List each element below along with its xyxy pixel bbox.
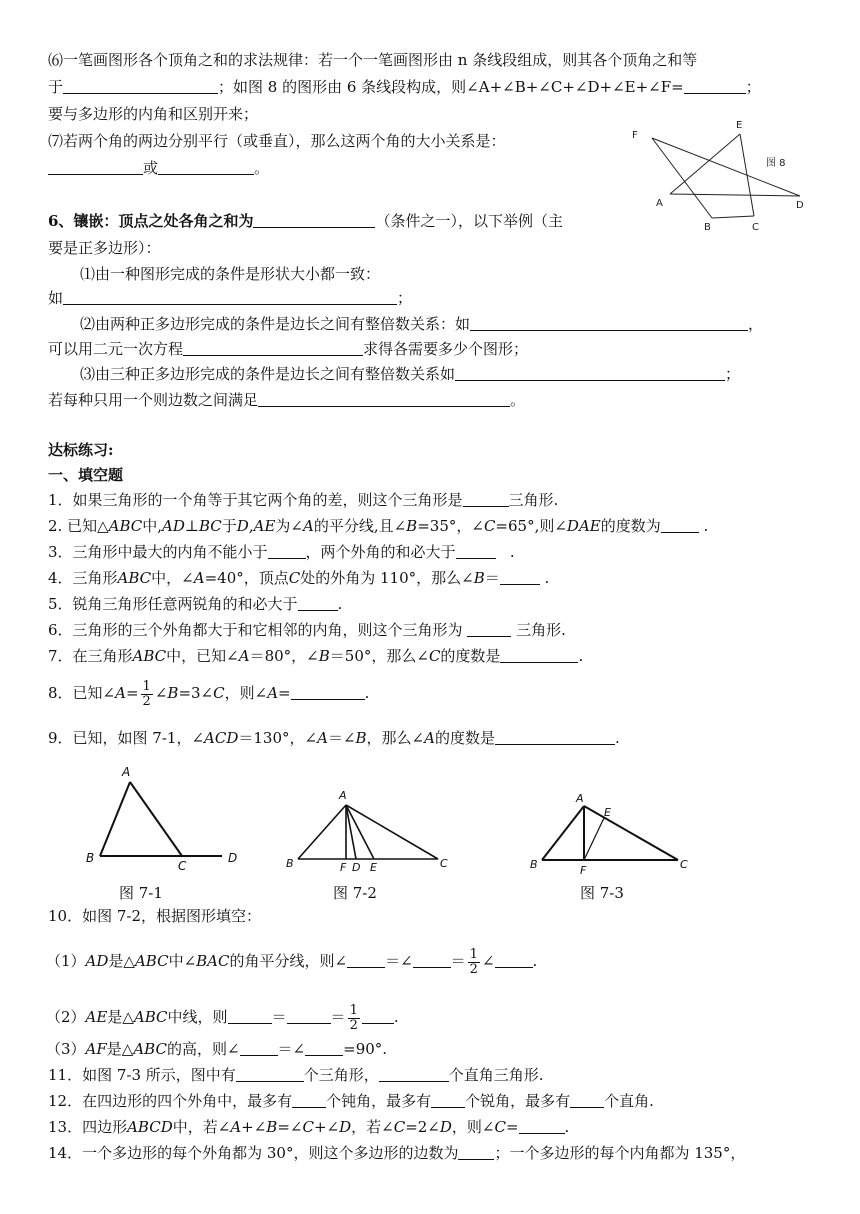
figure-7-2-caption: 图 7-2 [333, 884, 377, 902]
blank[interactable] [455, 365, 725, 381]
f1-side-AB [100, 782, 130, 856]
fig8-segment [740, 134, 754, 216]
blank[interactable] [268, 543, 306, 559]
question-10-part-1: （1）AD是△ABC中∠BAC的角平分线，则∠ ＝∠ ＝ $\frac{1}{2}$ ∠ . [46, 946, 538, 977]
f1-label-D: D [228, 851, 238, 865]
question-13: 13．四边形ABCD中，若∠A+∠B=∠C+∠D，若∠C=2∠D，则∠C= . [48, 1118, 570, 1136]
blank[interactable] [258, 391, 510, 407]
figure-7-1-caption: 图 7-1 [119, 884, 163, 902]
fig8-segment [712, 216, 754, 218]
blank[interactable] [48, 159, 143, 175]
blank[interactable] [253, 212, 375, 228]
figure-7-1 [82, 762, 252, 872]
tiling-item-3: ⑶由三种正多边形完成的条件是边长之间有整倍数关系如 ； [80, 365, 741, 383]
blank[interactable] [292, 1092, 326, 1108]
question-6: 6．三角形的三个外角都大于和它相邻的内角，则这个三角形为 三角形. [48, 621, 566, 639]
question-11: 11．如图 7-3 所示，图中有 个三角形， 个直角三角形. [48, 1066, 544, 1084]
tiling-item-1-example: 如 ； [48, 289, 413, 307]
review-line-6a: ⑹一笔画图形各个顶角之和的求法规律：若一个一笔画图形由 n 条线段组成，则其各个顶角之和等 [48, 51, 698, 69]
tiling-item-3b: 若每种只用一个则边数之间满足 。 [48, 391, 526, 409]
blank[interactable] [431, 1092, 465, 1108]
figure-8 [622, 116, 812, 236]
question-1: 1．如果三角形的一个角等于其它两个角的差，则这个三角形是 三角形. [48, 491, 559, 509]
blank[interactable] [158, 159, 254, 175]
blank[interactable] [495, 952, 533, 968]
f3-side-AC [584, 806, 678, 860]
blank[interactable] [661, 517, 699, 533]
blank[interactable] [63, 78, 218, 94]
f1-label-B: B [86, 851, 95, 865]
fig8-segment [670, 134, 740, 194]
tiling-heading-2: 要是正多边形）： [48, 239, 161, 257]
blank[interactable] [362, 1008, 394, 1024]
f2-label-A: A [339, 789, 347, 802]
f3-label-C: C [680, 858, 688, 871]
f3-label-F: F [580, 864, 587, 877]
question-10-part-3: （3）AF是△ABC的高，则∠ ＝∠ =90°. [46, 1040, 388, 1058]
f3-label-E: E [604, 806, 611, 819]
blank[interactable] [287, 1008, 331, 1024]
blank[interactable] [298, 595, 338, 611]
blank[interactable] [379, 1066, 449, 1082]
fig8-label-E: E [736, 120, 743, 131]
question-14: 14．一个多边形的每个外角都为 30°，则这个多边形的边数为 ；一个多边形的每个内角都为 135°， [48, 1144, 746, 1162]
f3-label-A: A [576, 792, 584, 805]
figure-7-3-caption: 图 7-3 [580, 884, 624, 902]
question-9: 9．已知，如图 7-1，∠ACD＝130°，∠A＝∠B，那么∠A的度数是 . [48, 729, 620, 747]
question-5: 5．锐角三角形任意两锐角的和必大于 . [48, 595, 343, 613]
f3-side-AB [542, 806, 584, 860]
review-line-7a: ⑺若两个角的两边分别平行（或垂直），那么这两个角的大小关系是： [48, 132, 506, 150]
f1-label-A: A [122, 765, 131, 779]
f2-label-B: B [286, 857, 294, 870]
question-7: 7．在三角形ABC中，已知∠A＝80°，∠B＝50°，那么∠C的度数是 . [48, 647, 584, 665]
question-2: 2. 已知△ABC中,AD⊥BC于D,AE为∠A的平分线,且∠B=35°，∠C=65°,则∠DAE的度数为 . [48, 517, 709, 535]
tiling-heading: 6、镶嵌：顶点之处各角之和为 （条件之一），以下举例（主 [48, 212, 563, 230]
blank[interactable] [495, 729, 615, 745]
f2-label-D: D [352, 861, 361, 874]
f3-label-B: B [530, 858, 538, 871]
fig8-label-F: F [632, 130, 638, 141]
blank[interactable] [467, 621, 511, 637]
blank[interactable] [240, 1040, 278, 1056]
blank[interactable] [63, 289, 397, 305]
question-3: 3．三角形中最大的内角不能小于 ，两个外角的和必大于 . [48, 543, 515, 561]
tiling-item-2: ⑵由两种正多边形完成的条件是边长之间有整倍数关系：如 ， [80, 315, 764, 333]
f3-segment-FE [584, 818, 604, 860]
blank[interactable] [500, 569, 540, 585]
blank[interactable] [570, 1092, 604, 1108]
blank[interactable] [183, 340, 363, 356]
fraction-half: $\frac{1}{2}$ [469, 946, 478, 977]
fig8-label-B: B [704, 222, 711, 233]
f1-side-AC [130, 782, 182, 856]
f2-label-C: C [440, 857, 448, 870]
blank[interactable] [684, 78, 746, 94]
review-line-7b: 或 。 [48, 158, 269, 178]
blank[interactable] [305, 1040, 343, 1056]
blank[interactable] [228, 1008, 272, 1024]
blank[interactable] [458, 1144, 494, 1160]
f2-label-E: E [370, 861, 377, 874]
practice-title: 达标练习: [48, 441, 114, 459]
question-8: 8．已知∠A= $\frac{1}{2}$ ∠B=3∠C，则∠A= . [48, 678, 370, 709]
blank[interactable] [413, 952, 451, 968]
f2-label-F: F [340, 861, 347, 874]
fig8-label-D: D [796, 200, 804, 211]
tiling-item-2b: 可以用二元一次方程 求得各需要多少个图形； [48, 340, 529, 358]
blank[interactable] [519, 1118, 565, 1134]
fig8-label-A: A [656, 198, 663, 209]
figure-7-2 [284, 785, 454, 875]
blank[interactable] [463, 491, 509, 507]
figure-7-3 [530, 788, 700, 878]
blank[interactable] [291, 684, 365, 700]
tiling-item-1: ⑴由一种图形完成的条件是形状大小都一致： [80, 265, 381, 283]
review-line-6c: 要与多边形的内角和区别开来； [48, 105, 259, 123]
fraction-half: $\frac{1}{2}$ [142, 678, 151, 709]
question-4: 4．三角形ABC中，∠A=40°，顶点C处的外角为 110°，那么∠B＝ . [48, 569, 550, 587]
question-10-part-2: （2）AE是△ABC中线，则 ＝ ＝ $\frac{1}{2}$ . [46, 1002, 399, 1033]
f1-label-C: C [178, 859, 187, 872]
blank[interactable] [470, 315, 748, 331]
blank[interactable] [347, 952, 385, 968]
blank[interactable] [456, 543, 496, 559]
fig8-segment [670, 194, 800, 196]
blank[interactable] [236, 1066, 304, 1082]
blank[interactable] [500, 647, 578, 663]
fraction-half: $\frac{1}{2}$ [349, 1002, 358, 1033]
f2-side-AB [298, 805, 346, 859]
section-fill-in: 一、填空题 [48, 466, 124, 484]
fig8-caption: 图 8 [766, 158, 786, 169]
fig8-label-C: C [752, 222, 759, 233]
review-line-6b: 于 ；如图 8 的图形由 6 条线段构成，则∠A+∠B+∠C+∠D+∠E+∠F= ； [48, 78, 761, 96]
question-10: 10．如图 7-2，根据图形填空： [48, 907, 262, 925]
question-12: 12．在四边形的四个外角中，最多有 个钝角，最多有 个锐角，最多有 个直角. [48, 1092, 654, 1110]
